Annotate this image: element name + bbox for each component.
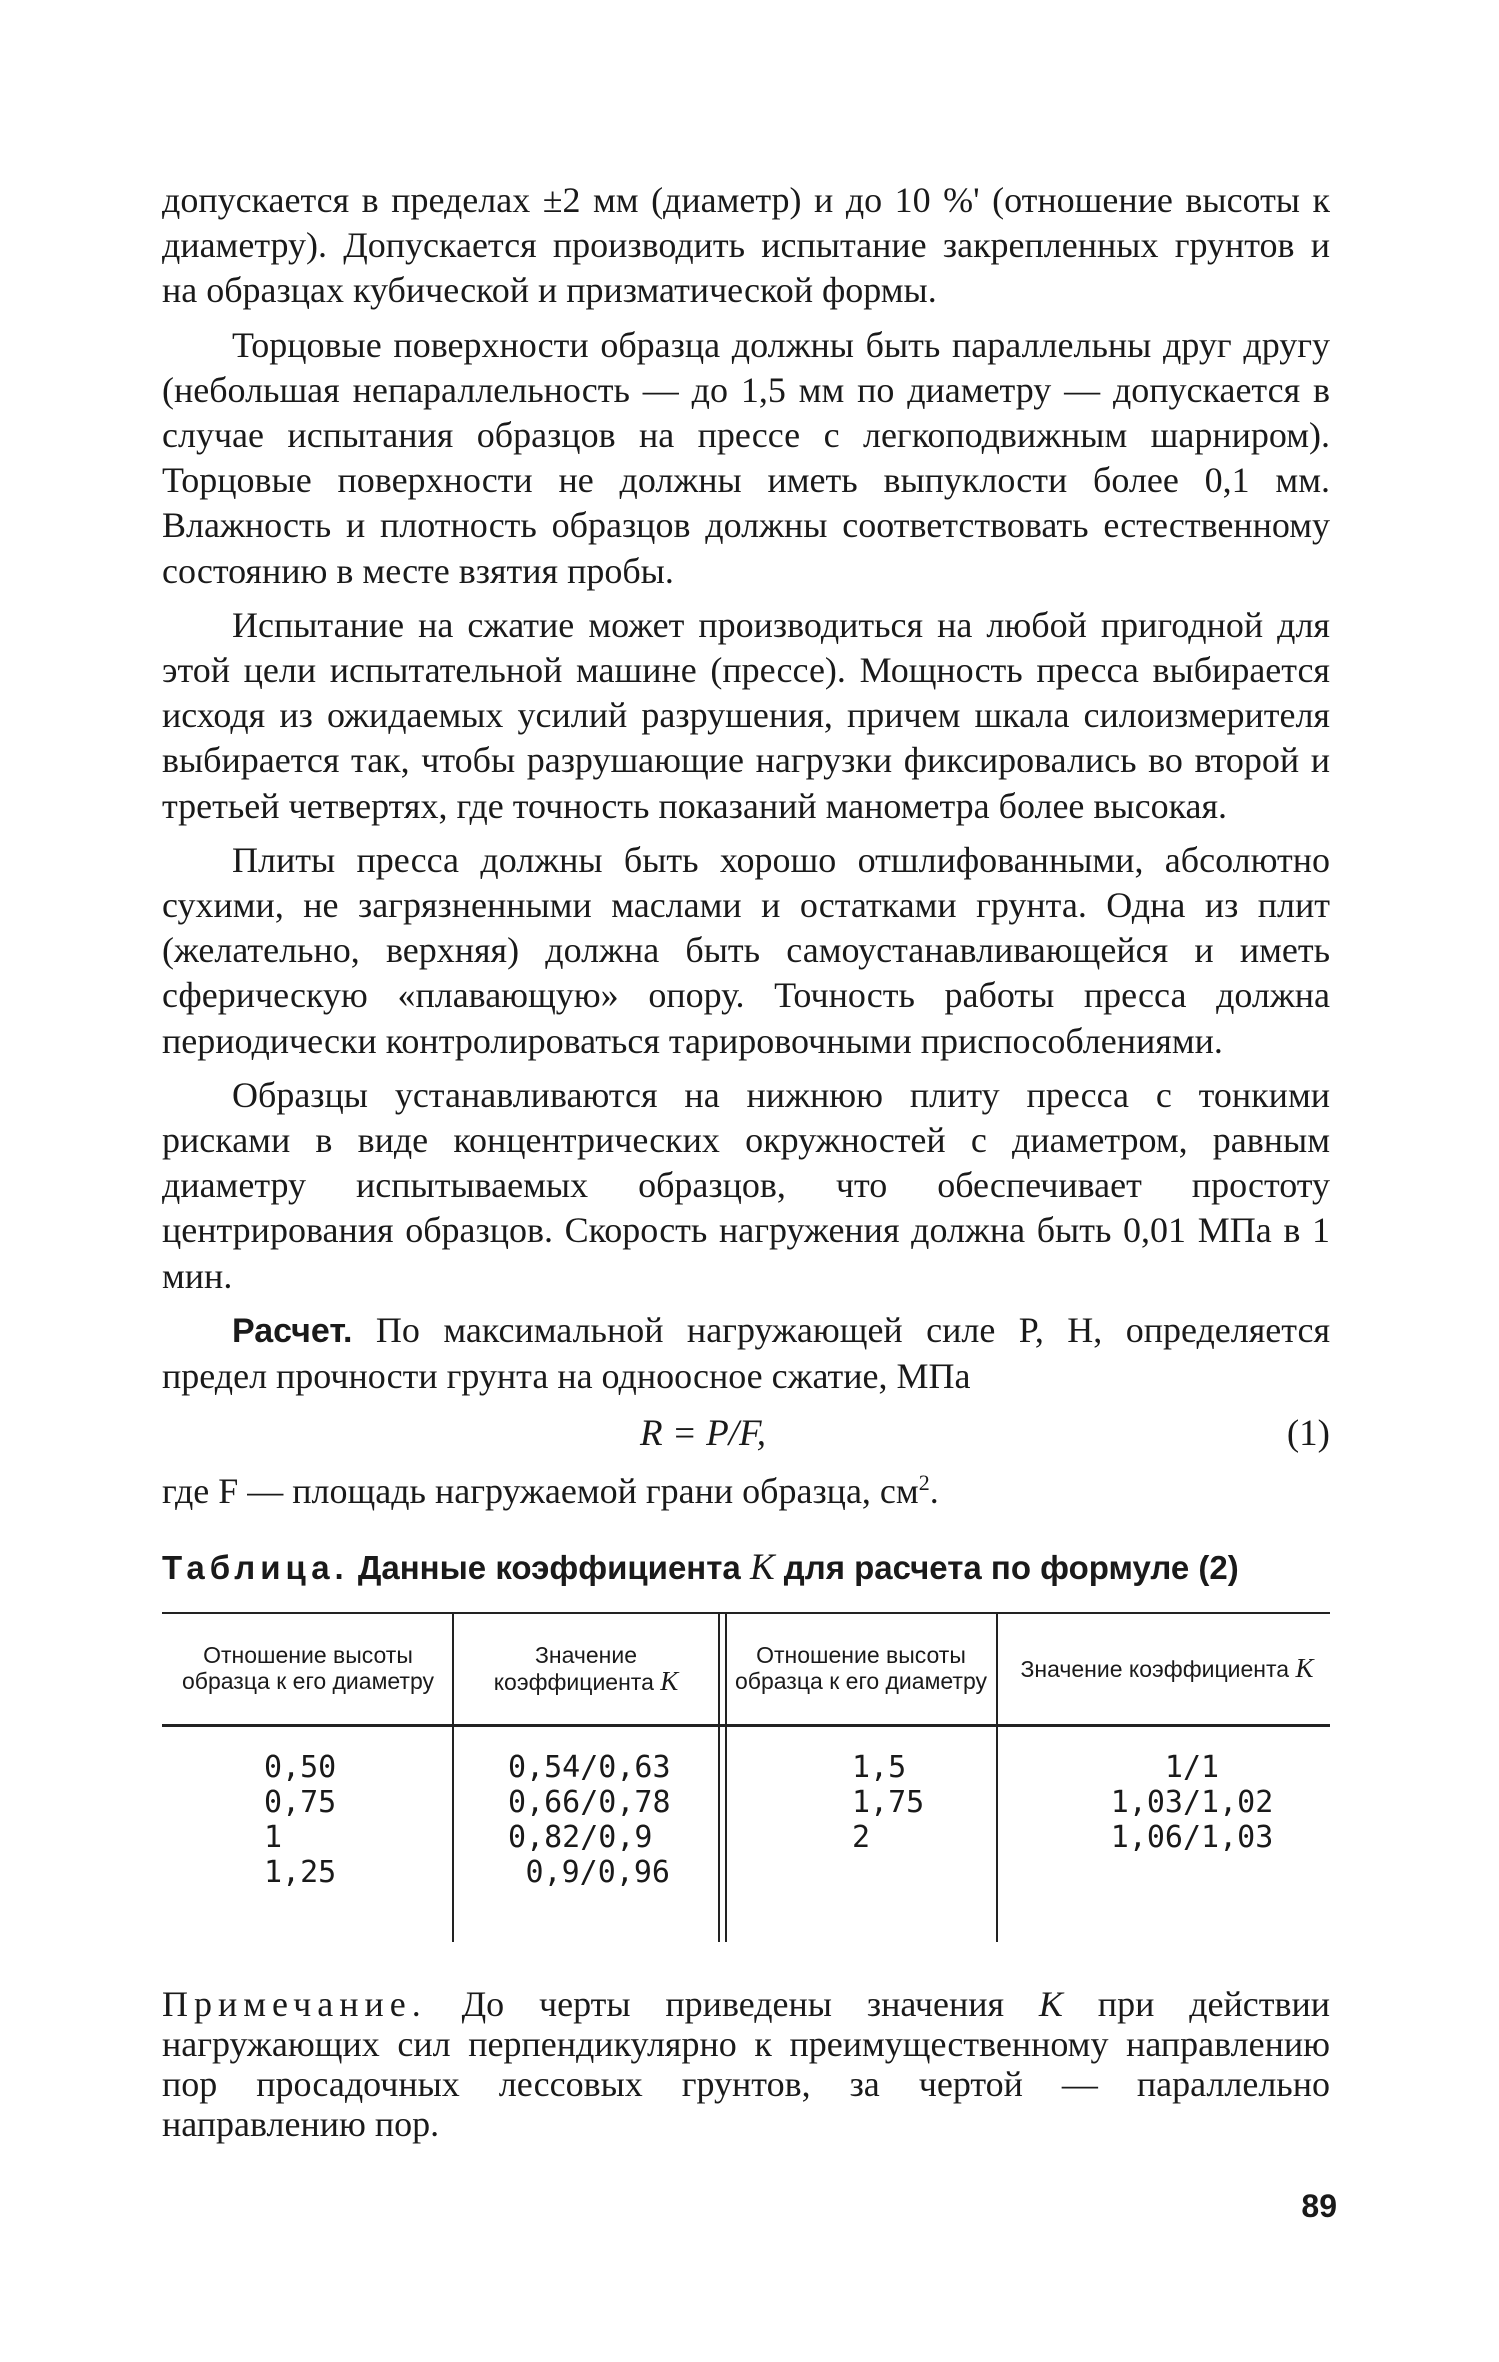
note-label: Примечание. (162, 1984, 427, 2025)
ratio-column-1 (264, 1750, 336, 1890)
table-cell: 1,06/1,03 (1110, 1820, 1274, 1856)
table-cell: 1,75 (852, 1785, 925, 1821)
double-column-divider (718, 1612, 727, 1942)
table-cell: 0,75 (264, 1785, 337, 1821)
note-text-2: при действии нагружающих сил перпендикулярно к преимущественному направлению пор просадочных лессовых грунтов, за чертой — параллельно направлению пор. (162, 1984, 1330, 2145)
header-coefficient-1-text (462, 1642, 710, 1695)
header-coefficient-1-label: Значение коэффициента (493, 1641, 654, 1695)
table-note (162, 1984, 1330, 2144)
header-coefficient-2-label: Значение коэффициента (1020, 1655, 1290, 1682)
column-divider (452, 1612, 454, 1942)
paragraph-2: Торцовые поверхности образца должны быть параллельны друг другу (небольшая непараллельность — до 1,5 мм по диаметру — допускается в случае испытания образцов на прессе с легкоподвижным шарниром). Торцовые поверхности не должны иметь выпуклости более 0,1 мм. Влажность и плотность образцов должны соответствовать естественному состоянию в месте взятия пробы. (162, 324, 1330, 591)
header-ratio-1 (172, 1612, 444, 1724)
table-cell: 1,5 (852, 1750, 907, 1786)
note-text-1: До черты приведены значения (426, 1984, 1039, 2025)
page-body (162, 178, 1330, 2180)
header-ratio-2 (734, 1612, 988, 1724)
table-caption-k: K (749, 1547, 775, 1589)
calculation-text: По максимальной нагружающей силе P, Н, определяется предел прочности грунта на одноосное сжатие, МПа (162, 1309, 1330, 1397)
table-cell: 0,66/0,78 (508, 1785, 671, 1821)
table-cell: 1,25 (264, 1855, 337, 1891)
header-ratio-1-text: Отношение высоты образца к его диаметру (182, 1642, 434, 1695)
header-coefficient-1-k: K (660, 1665, 679, 1696)
paragraph-5: Образцы устанавливаются на нижнюю плиту пресса с тонкими рисками в виде концентрических окружностей с диаметром, равным диаметру испытываемых образцов, что обеспечивает простоту центрирования образцов. Скорость нагружения должна быть 0,01 МПа в 1 мин. (162, 1074, 1330, 1296)
table-cell: 2 (852, 1820, 871, 1856)
page-number: 89 (1301, 2188, 1337, 2224)
note-k: K (1038, 1984, 1063, 2025)
table-cell: 1 (264, 1820, 283, 1856)
table-cell: 1/1 (1164, 1750, 1220, 1786)
table-caption-end: для расчета по формуле (2) (774, 1549, 1239, 1587)
coefficient-table (162, 1612, 1330, 1942)
table-caption-text: Данные коэффициента (348, 1549, 750, 1587)
column-divider (996, 1612, 998, 1942)
table-caption (162, 1546, 1330, 1590)
paragraph-3: Испытание на сжатие может производиться на любой пригодной для этой цели испытательной машине (прессе). Мощность пресса выбирается исходя из ожидаемых усилий разрушения, причем шкала силоизмерителя выбирается так, чтобы разрушающие нагрузки фиксировались во второй и третьей четвертях, где точность показаний манометра более высокая. (162, 604, 1330, 826)
calculation-paragraph (162, 1308, 1330, 1399)
formula: R = P/F, (640, 1413, 767, 1455)
table-cell: 0,9/0,96 (525, 1855, 670, 1891)
table-cell: 1,03/1,02 (1110, 1785, 1274, 1821)
ratio-column-2 (852, 1750, 924, 1855)
table-caption-label: Таблица. (162, 1549, 349, 1587)
paragraph-1: допускается в пределах ±2 мм (диаметр) и до 10 %' (отношение высоты к диаметру). Допускается производить испытание закрепленных грунтов и на образцах кубической и призматической формы. (162, 180, 1330, 311)
calculation-heading: Расчет. (232, 1311, 353, 1350)
header-coefficient-2-text (1020, 1652, 1314, 1683)
formula-explanation-end: . (929, 1471, 939, 1512)
table-cell: 0,50 (264, 1750, 337, 1786)
coefficient-column-2 (1092, 1750, 1292, 1855)
formula-row (162, 1408, 1330, 1460)
paragraph-4: Плиты пресса должны быть хорошо отшлифованными, абсолютно сухими, не загрязненными маслами и остатками грунта. Одна из плит (желательно, верхняя) должна быть самоустанавливающейся и иметь сферическую «плавающую» опору. Точность работы пресса должна периодически контролироваться тарировочными приспособлениями. (162, 839, 1330, 1061)
header-coefficient-2-k: K (1295, 1652, 1314, 1683)
coefficient-column-1 (508, 1750, 670, 1890)
table-cell: 0,54/0,63 (508, 1750, 671, 1786)
superscript: 2 (918, 1470, 930, 1496)
header-coefficient-1 (462, 1612, 710, 1724)
formula-explanation (162, 1460, 1330, 1514)
formula-explanation-text: где F — площадь нагружаемой грани образца, см (162, 1471, 919, 1512)
equation-number: (1) (1286, 1413, 1330, 1455)
header-coefficient-2 (1008, 1612, 1326, 1724)
table-cell: 0,82/0,9 (508, 1820, 653, 1856)
header-ratio-2-text: Отношение высоты образца к его диаметру (735, 1642, 987, 1695)
table-header-rule (162, 1724, 1330, 1727)
